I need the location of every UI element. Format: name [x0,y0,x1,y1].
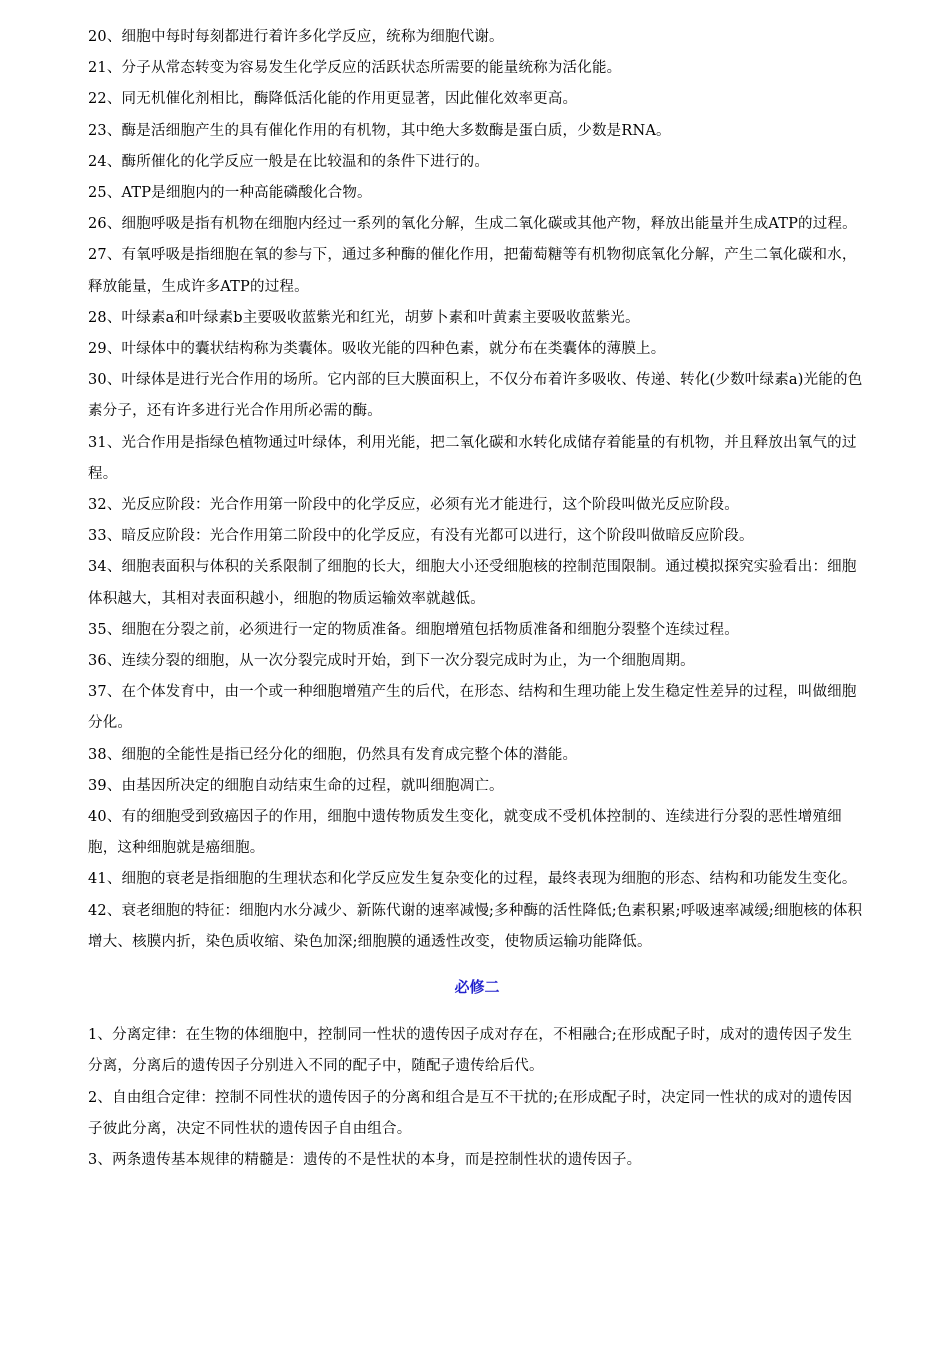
list-item: 21、分子从常态转变为容易发生化学反应的活跃状态所需要的能量统称为活化能。 [88,60,622,77]
list-item: 29、叶绿体中的囊状结构称为类囊体。吸收光能的四种色素，就分布在类囊体的薄膜上。 [88,341,666,358]
list-item: 1、分离定律：在生物的体细胞中，控制同一性状的遗传因子成对存在，不相融合;在形成配子时，成对的遗传因子发生分离，分离后的遗传因子分别进入不同的配子中，随配子遗传给后代。 [88,1027,853,1075]
section-heading: 必修二 [454,978,500,997]
list-item: 27、有氧呼吸是指细胞在氧的参与下，通过多种酶的催化作用，把葡萄糖等有机物彻底氧化分解，产生二氧化碳和水，释放能量，生成许多ATP的过程。 [88,247,857,295]
list-item: 30、叶绿体是进行光合作用的场所。它内部的巨大膜面积上，不仅分布着许多吸收、传递、转化(少数叶绿素a)光能的色素分子，还有许多进行光合作用所必需的酶。 [88,372,863,420]
list-item: 41、细胞的衰老是指细胞的生理状态和化学反应发生复杂变化的过程，最终表现为细胞的形态、结构和功能发生变化。 [88,871,857,888]
list-item: 26、细胞呼吸是指有机物在细胞内经过一系列的氧化分解，生成二氧化碳或其他产物，释放出能量并生成ATP的过程。 [88,216,857,233]
section-2-list [88,1020,866,1176]
list-item: 28、叶绿素a和叶绿素b主要吸收蓝紫光和红光，胡萝卜素和叶黄素主要吸收蓝紫光。 [88,309,640,326]
list-item: 42、衰老细胞的特征：细胞内水分减少、新陈代谢的速率减慢;多种酶的活性降低;色素积累;呼吸速率减缓;细胞核的体积增大、核膜内折，染色质收缩、染色加深;细胞膜的通透性改变，使物质运输功能降低。 [88,902,863,950]
list-item: 40、有的细胞受到致癌因子的作用，细胞中遗传物质发生变化，就变成不受机体控制的、连续进行分裂的恶性增殖细胞，这种细胞就是癌细胞。 [88,809,842,857]
list-item: 34、细胞表面积与体积的关系限制了细胞的长大，细胞大小还受细胞核的控制范围限制。通过模拟探究实验看出：细胞体积越大，其相对表面积越小，细胞的物质运输效率就越低。 [88,559,857,607]
list-item: 32、光反应阶段：光合作用第一阶段中的化学反应，必须有光才能进行，这个阶段叫做光反应阶段。 [88,497,739,514]
list-item: 39、由基因所决定的细胞自动结束生命的过程，就叫细胞凋亡。 [88,777,504,794]
document-page [88,22,866,1176]
list-item: 20、细胞中每时每刻都进行着许多化学反应，统称为细胞代谢。 [88,29,504,45]
list-item: 2、自由组合定律：控制不同性状的遗传因子的分离和组合是互不干扰的;在形成配子时，决定同一性状的成对的遗传因子彼此分离，决定不同性状的遗传因子自由组合。 [88,1089,853,1137]
list-item: 24、酶所催化的化学反应一般是在比较温和的条件下进行的。 [88,153,490,170]
list-item: 22、同无机催化剂相比，酶降低活化能的作用更显著，因此催化效率更高。 [88,91,578,108]
list-item: 38、细胞的全能性是指已经分化的细胞，仍然具有发育成完整个体的潜能。 [88,746,578,763]
list-item: 33、暗反应阶段：光合作用第二阶段中的化学反应，有没有光都可以进行，这个阶段叫做暗反应阶段。 [88,528,754,545]
list-item: 3、两条遗传基本规律的精髓是：遗传的不是性状的本身，而是控制性状的遗传因子。 [88,1151,642,1168]
section-1-list [88,22,866,958]
list-item: 36、连续分裂的细胞，从一次分裂完成时开始，到下一次分裂完成时为止，为一个细胞周期。 [88,653,695,670]
list-item: 37、在个体发育中，由一个或一种细胞增殖产生的后代，在形态、结构和生理功能上发生稳定性差异的过程，叫做细胞分化。 [88,684,857,732]
list-item: 23、酶是活细胞产生的具有催化作用的有机物，其中绝大多数酶是蛋白质，少数是RNA。 [88,122,671,139]
list-item: 25、ATP是细胞内的一种高能磷酸化合物。 [88,185,372,202]
list-item: 35、细胞在分裂之前，必须进行一定的物质准备。细胞增殖包括物质准备和细胞分裂整个连续过程。 [88,621,739,638]
list-item: 31、光合作用是指绿色植物通过叶绿体，利用光能，把二氧化碳和水转化成储存着能量的有机物，并且释放出氧气的过程。 [88,434,857,482]
